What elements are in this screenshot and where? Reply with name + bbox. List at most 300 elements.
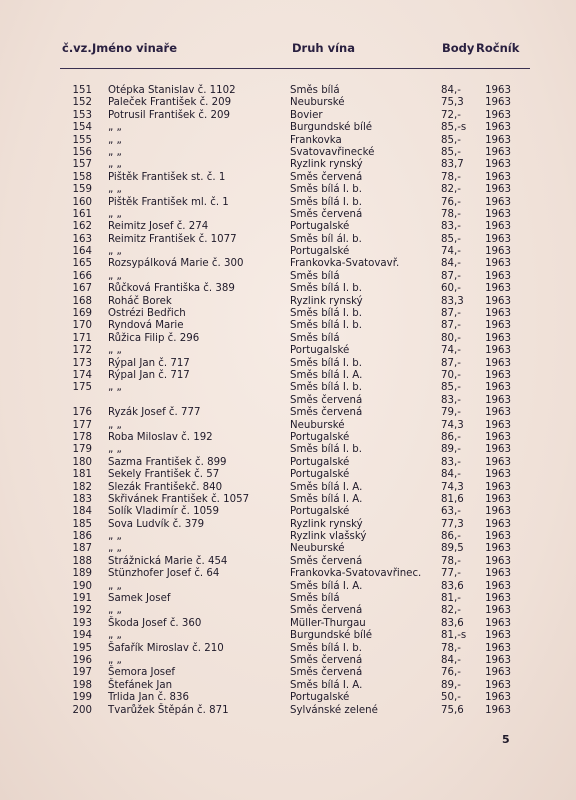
- cell-points: 70,-: [441, 369, 461, 381]
- cell-vintage: 1963: [485, 394, 511, 406]
- cell-wine-type: Směs bílá I. b.: [290, 642, 362, 654]
- cell-wine-type: Ryzlink rynský: [290, 159, 363, 171]
- cell-vintage: 1963: [485, 320, 511, 332]
- table-row: [0, 296, 576, 308]
- cell-grower-name: Roba Miloslav č. 192: [108, 431, 213, 443]
- cell-wine-type: Směs červená: [290, 654, 363, 666]
- cell-grower-name: „ „: [108, 630, 122, 642]
- cell-points: 83,-: [441, 456, 461, 468]
- cell-grower-name: „ „: [108, 270, 122, 282]
- cell-vintage: 1963: [485, 654, 511, 666]
- cell-points: 75,6: [441, 704, 464, 716]
- cell-wine-type: Směs bílá I. A.: [290, 679, 363, 691]
- cell-sample-number: 164: [72, 246, 92, 258]
- table-row: [0, 320, 576, 332]
- cell-points: 60,-: [441, 283, 461, 295]
- cell-grower-name: „ „: [108, 580, 122, 592]
- table-row: [0, 407, 576, 419]
- cell-points: 83,6: [441, 580, 464, 592]
- cell-points: 74,3: [441, 419, 464, 431]
- cell-sample-number: 171: [72, 332, 92, 344]
- cell-vintage: 1963: [485, 369, 511, 381]
- cell-sample-number: 181: [72, 469, 92, 481]
- cell-sample-number: 192: [72, 605, 92, 617]
- cell-grower-name: Škoda Josef č. 360: [108, 617, 202, 629]
- cell-vintage: 1963: [485, 605, 511, 617]
- cell-wine-type: Portugalské: [290, 345, 350, 357]
- table-row: [0, 519, 576, 531]
- cell-vintage: 1963: [485, 568, 511, 580]
- cell-grower-name: „ „: [108, 382, 122, 394]
- cell-grower-name: Otépka Stanislav č. 1102: [108, 85, 236, 96]
- table-row: [0, 655, 576, 667]
- table-row: [0, 395, 576, 407]
- cell-grower-name: „ „: [108, 531, 122, 543]
- cell-wine-type: Směs bíl ál. b.: [290, 233, 362, 245]
- cell-vintage: 1963: [485, 555, 511, 567]
- table-row: [0, 370, 576, 382]
- cell-sample-number: 159: [72, 184, 92, 196]
- cell-wine-type: Portugalské: [290, 506, 350, 518]
- cell-vintage: 1963: [485, 617, 511, 629]
- cell-grower-name: Rýpal Jan č. 717: [108, 369, 190, 381]
- cell-vintage: 1963: [485, 493, 511, 505]
- cell-sample-number: 199: [72, 692, 92, 704]
- cell-vintage: 1963: [485, 679, 511, 691]
- table-row: [0, 444, 576, 456]
- table-row: [0, 110, 576, 122]
- cell-sample-number: 165: [72, 258, 92, 270]
- cell-points: 75,3: [441, 97, 464, 109]
- table-row: [0, 432, 576, 444]
- cell-vintage: 1963: [485, 85, 511, 96]
- table-row: [0, 234, 576, 246]
- cell-vintage: 1963: [485, 258, 511, 270]
- cell-sample-number: 196: [72, 654, 92, 666]
- cell-sample-number: 190: [72, 580, 92, 592]
- cell-points: 72,-: [441, 109, 461, 121]
- cell-wine-type: Směs bílá I. b.: [290, 357, 362, 369]
- cell-vintage: 1963: [485, 692, 511, 704]
- table-row: [0, 172, 576, 184]
- cell-vintage: 1963: [485, 345, 511, 357]
- cell-points: 80,-: [441, 332, 461, 344]
- cell-grower-name: Samek Josef: [108, 593, 171, 605]
- cell-points: 85,-s: [441, 122, 467, 134]
- cell-grower-name: Strážnická Marie č. 454: [108, 555, 228, 567]
- cell-sample-number: 194: [72, 630, 92, 642]
- table-row: [0, 680, 576, 692]
- cell-wine-type: Směs červená: [290, 555, 363, 567]
- table-row: [0, 283, 576, 295]
- cell-wine-type: Směs červená: [290, 407, 363, 419]
- table-row: [0, 382, 576, 394]
- cell-sample-number: 153: [72, 109, 92, 121]
- cell-wine-type: Frankovka-Svatovavřinec.: [290, 568, 422, 580]
- cell-points: 83,-: [441, 221, 461, 233]
- cell-wine-type: Směs bílá: [290, 332, 340, 344]
- cell-grower-name: „ „: [108, 444, 122, 456]
- cell-vintage: 1963: [485, 208, 511, 220]
- header-wine-type: Druh vína: [292, 41, 355, 55]
- cell-sample-number: 162: [72, 221, 92, 233]
- cell-sample-number: 172: [72, 345, 92, 357]
- cell-vintage: 1963: [485, 332, 511, 344]
- cell-points: 89,-: [441, 679, 461, 691]
- header-points: Body: [442, 41, 475, 55]
- cell-wine-type: Portugalské: [290, 469, 350, 481]
- cell-vintage: 1963: [485, 469, 511, 481]
- cell-vintage: 1963: [485, 122, 511, 134]
- cell-wine-type: Směs bílá I. b.: [290, 196, 362, 208]
- cell-grower-name: Ostrézi Bedřich: [108, 308, 186, 320]
- table-row: [0, 531, 576, 543]
- cell-sample-number: 158: [72, 171, 92, 183]
- cell-points: 84,-: [441, 85, 461, 96]
- cell-wine-type: Směs bílá I. b.: [290, 184, 362, 196]
- cell-wine-type: Směs bílá: [290, 270, 340, 282]
- table-row: [0, 643, 576, 655]
- cell-sample-number: 188: [72, 555, 92, 567]
- cell-points: 83,6: [441, 617, 464, 629]
- cell-points: 84,-: [441, 654, 461, 666]
- cell-wine-type: Portugalské: [290, 246, 350, 258]
- cell-vintage: 1963: [485, 543, 511, 555]
- cell-points: 77,-: [441, 568, 461, 580]
- cell-points: 87,-: [441, 308, 461, 320]
- cell-grower-name: Šemora Josef: [108, 667, 175, 679]
- cell-wine-type: Směs bílá I. A.: [290, 481, 363, 493]
- table-row: [0, 469, 576, 481]
- cell-vintage: 1963: [485, 246, 511, 258]
- cell-wine-type: Burgundské bílé: [290, 122, 373, 134]
- table-row: [0, 159, 576, 171]
- cell-sample-number: 200: [72, 704, 92, 716]
- table-row: [0, 97, 576, 109]
- cell-vintage: 1963: [485, 630, 511, 642]
- cell-grower-name: Slezák Františekč. 840: [108, 481, 223, 493]
- cell-grower-name: „ „: [108, 419, 122, 431]
- cell-sample-number: 156: [72, 146, 92, 158]
- cell-wine-type: Neuburské: [290, 543, 345, 555]
- results-table: [0, 85, 576, 717]
- cell-points: 74,3: [441, 481, 464, 493]
- cell-vintage: 1963: [485, 184, 511, 196]
- cell-grower-name: „ „: [108, 208, 122, 220]
- cell-grower-name: Solík Vladimír č. 1059: [108, 506, 220, 518]
- cell-grower-name: Rýpal Jan č. 717: [108, 357, 190, 369]
- cell-wine-type: Směs bílá I. b.: [290, 308, 362, 320]
- cell-points: 81,-s: [441, 630, 467, 642]
- cell-sample-number: 152: [72, 97, 92, 109]
- cell-points: 89,-: [441, 444, 461, 456]
- cell-wine-type: Frankovka: [290, 134, 342, 146]
- cell-sample-number: 195: [72, 642, 92, 654]
- cell-wine-type: Směs bílá: [290, 85, 340, 96]
- table-row: [0, 184, 576, 196]
- table-row: [0, 494, 576, 506]
- table-row: [0, 345, 576, 357]
- cell-grower-name: „ „: [108, 134, 122, 146]
- table-row: [0, 568, 576, 580]
- cell-grower-name: Sova Ludvík č. 379: [108, 518, 205, 530]
- cell-vintage: 1963: [485, 295, 511, 307]
- cell-sample-number: 189: [72, 568, 92, 580]
- table-row: [0, 246, 576, 258]
- table-row: [0, 482, 576, 494]
- cell-vintage: 1963: [485, 357, 511, 369]
- table-row: [0, 457, 576, 469]
- cell-grower-name: Šafařík Miroslav č. 210: [108, 642, 224, 654]
- cell-points: 78,-: [441, 555, 461, 567]
- cell-wine-type: Směs bílá I. b.: [290, 382, 362, 394]
- cell-points: 79,-: [441, 407, 461, 419]
- cell-grower-name: Reimitz Josef č. 274: [108, 221, 209, 233]
- cell-vintage: 1963: [485, 506, 511, 518]
- page-number: 5: [502, 733, 510, 746]
- table-row: [0, 605, 576, 617]
- table-row: [0, 271, 576, 283]
- cell-grower-name: Sazma František č. 899: [108, 456, 227, 468]
- cell-sample-number: 198: [72, 679, 92, 691]
- cell-points: 86,-: [441, 431, 461, 443]
- table-row: [0, 692, 576, 704]
- cell-vintage: 1963: [485, 109, 511, 121]
- cell-vintage: 1963: [485, 481, 511, 493]
- cell-sample-number: 175: [72, 382, 92, 394]
- cell-points: 82,-: [441, 184, 461, 196]
- cell-points: 84,-: [441, 469, 461, 481]
- cell-wine-type: Neuburské: [290, 97, 345, 109]
- cell-sample-number: 182: [72, 481, 92, 493]
- cell-sample-number: 183: [72, 493, 92, 505]
- cell-grower-name: Rozsypálková Marie č. 300: [108, 258, 244, 270]
- table-row: [0, 221, 576, 233]
- table-row: [0, 506, 576, 518]
- cell-grower-name: „ „: [108, 246, 122, 258]
- cell-sample-number: 174: [72, 369, 92, 381]
- cell-points: 78,-: [441, 642, 461, 654]
- table-row: [0, 618, 576, 630]
- cell-grower-name: Pištěk František ml. č. 1: [108, 196, 229, 208]
- cell-vintage: 1963: [485, 704, 511, 716]
- cell-wine-type: Směs červená: [290, 171, 363, 183]
- cell-sample-number: 179: [72, 444, 92, 456]
- cell-vintage: 1963: [485, 531, 511, 543]
- cell-sample-number: 161: [72, 208, 92, 220]
- table-row: [0, 420, 576, 432]
- cell-vintage: 1963: [485, 134, 511, 146]
- cell-vintage: 1963: [485, 407, 511, 419]
- table-row: [0, 122, 576, 134]
- cell-points: 86,-: [441, 531, 461, 543]
- cell-points: 83,-: [441, 394, 461, 406]
- cell-grower-name: Skřivánek František č. 1057: [108, 493, 250, 505]
- cell-points: 87,-: [441, 320, 461, 332]
- cell-sample-number: 177: [72, 419, 92, 431]
- cell-points: 82,-: [441, 605, 461, 617]
- cell-grower-name: „ „: [108, 654, 122, 666]
- cell-sample-number: 166: [72, 270, 92, 282]
- table-row: [0, 705, 576, 717]
- cell-grower-name: „ „: [108, 345, 122, 357]
- cell-wine-type: Ryzlink vlašský: [290, 531, 367, 543]
- cell-vintage: 1963: [485, 419, 511, 431]
- cell-points: 85,-: [441, 134, 461, 146]
- cell-grower-name: Štefánek Jan: [108, 679, 173, 691]
- cell-wine-type: Směs bílá I. A.: [290, 369, 363, 381]
- header-sample-number: č.vz.: [62, 41, 92, 55]
- cell-wine-type: Ryzlink rynský: [290, 518, 363, 530]
- cell-vintage: 1963: [485, 97, 511, 109]
- cell-vintage: 1963: [485, 233, 511, 245]
- cell-vintage: 1963: [485, 580, 511, 592]
- cell-sample-number: 180: [72, 456, 92, 468]
- cell-grower-name: Růčková Františka č. 389: [108, 283, 235, 295]
- cell-points: 76,-: [441, 667, 461, 679]
- cell-wine-type: Ryzlink rynský: [290, 295, 363, 307]
- cell-vintage: 1963: [485, 593, 511, 605]
- cell-points: 89,5: [441, 543, 464, 555]
- header-grower-name: Jméno vinaře: [92, 41, 178, 55]
- cell-points: 85,-: [441, 146, 461, 158]
- cell-wine-type: Portugalské: [290, 456, 350, 468]
- cell-vintage: 1963: [485, 196, 511, 208]
- table-row: [0, 147, 576, 159]
- cell-sample-number: 151: [72, 85, 92, 96]
- table-row: [0, 358, 576, 370]
- cell-sample-number: 170: [72, 320, 92, 332]
- header-divider: [60, 68, 530, 69]
- cell-wine-type: Směs bílá I. b.: [290, 320, 362, 332]
- cell-wine-type: Müller-Thurgau: [290, 617, 366, 629]
- cell-grower-name: Ryzák Josef č. 777: [108, 407, 201, 419]
- cell-vintage: 1963: [485, 221, 511, 233]
- cell-wine-type: Portugalské: [290, 221, 350, 233]
- cell-vintage: 1963: [485, 270, 511, 282]
- cell-grower-name: Pištěk František st. č. 1: [108, 171, 226, 183]
- cell-wine-type: Směs bílá I. A.: [290, 493, 363, 505]
- cell-sample-number: 167: [72, 283, 92, 295]
- cell-points: 81,-: [441, 593, 461, 605]
- cell-grower-name: Ryndová Marie: [108, 320, 184, 332]
- cell-wine-type: Portugalské: [290, 431, 350, 443]
- cell-points: 76,-: [441, 196, 461, 208]
- cell-vintage: 1963: [485, 159, 511, 171]
- cell-wine-type: Směs červená: [290, 394, 363, 406]
- cell-points: 87,-: [441, 270, 461, 282]
- cell-vintage: 1963: [485, 642, 511, 654]
- cell-grower-name: Paleček František č. 209: [108, 97, 232, 109]
- cell-grower-name: „ „: [108, 184, 122, 196]
- cell-wine-type: Směs bílá I. A.: [290, 580, 363, 592]
- cell-grower-name: Tvarůžek Štěpán č. 871: [108, 704, 229, 716]
- table-row: [0, 667, 576, 679]
- cell-points: 87,-: [441, 357, 461, 369]
- cell-wine-type: Burgundské bílé: [290, 630, 373, 642]
- table-row: [0, 308, 576, 320]
- table-row: [0, 197, 576, 209]
- table-row: [0, 593, 576, 605]
- cell-sample-number: 169: [72, 308, 92, 320]
- cell-wine-type: Svatovavřinecké: [290, 146, 375, 158]
- cell-points: 50,-: [441, 692, 461, 704]
- cell-points: 85,-: [441, 382, 461, 394]
- cell-vintage: 1963: [485, 456, 511, 468]
- cell-vintage: 1963: [485, 444, 511, 456]
- cell-vintage: 1963: [485, 171, 511, 183]
- cell-grower-name: Sekely František č. 57: [108, 469, 220, 481]
- cell-points: 78,-: [441, 171, 461, 183]
- cell-points: 78,-: [441, 208, 461, 220]
- cell-vintage: 1963: [485, 518, 511, 530]
- table-row: [0, 209, 576, 221]
- cell-points: 63,-: [441, 506, 461, 518]
- cell-sample-number: 185: [72, 518, 92, 530]
- cell-points: 74,-: [441, 246, 461, 258]
- cell-grower-name: Trlida Jan č. 836: [108, 692, 189, 704]
- cell-wine-type: Frankovka-Svatovavř.: [290, 258, 400, 270]
- table-row: [0, 581, 576, 593]
- cell-wine-type: Směs bílá: [290, 593, 340, 605]
- cell-vintage: 1963: [485, 382, 511, 394]
- cell-sample-number: 160: [72, 196, 92, 208]
- cell-grower-name: „ „: [108, 543, 122, 555]
- cell-grower-name: Stünzhofer Josef č. 64: [108, 568, 220, 580]
- cell-vintage: 1963: [485, 431, 511, 443]
- cell-vintage: 1963: [485, 667, 511, 679]
- header-vintage: Ročník: [476, 41, 520, 55]
- cell-sample-number: 186: [72, 531, 92, 543]
- cell-sample-number: 155: [72, 134, 92, 146]
- cell-grower-name: Roháč Borek: [108, 295, 172, 307]
- cell-points: 85,-: [441, 233, 461, 245]
- cell-sample-number: 187: [72, 543, 92, 555]
- cell-sample-number: 193: [72, 617, 92, 629]
- cell-wine-type: Směs červená: [290, 667, 363, 679]
- table-row: [0, 630, 576, 642]
- cell-wine-type: Směs červená: [290, 605, 363, 617]
- cell-vintage: 1963: [485, 146, 511, 158]
- table-header: [0, 41, 576, 59]
- cell-vintage: 1963: [485, 283, 511, 295]
- cell-sample-number: 178: [72, 431, 92, 443]
- cell-sample-number: 168: [72, 295, 92, 307]
- cell-wine-type: Portugalské: [290, 692, 350, 704]
- cell-points: 77,3: [441, 518, 464, 530]
- cell-points: 74,-: [441, 345, 461, 357]
- cell-points: 84,-: [441, 258, 461, 270]
- cell-wine-type: Neuburské: [290, 419, 345, 431]
- cell-grower-name: „ „: [108, 159, 122, 171]
- cell-wine-type: Směs bílá I. b.: [290, 444, 362, 456]
- table-row: [0, 333, 576, 345]
- table-row: [0, 85, 576, 97]
- table-row: [0, 258, 576, 270]
- cell-grower-name: „ „: [108, 146, 122, 158]
- table-row: [0, 556, 576, 568]
- cell-sample-number: 157: [72, 159, 92, 171]
- table-row: [0, 543, 576, 555]
- cell-grower-name: „ „: [108, 605, 122, 617]
- cell-sample-number: 154: [72, 122, 92, 134]
- cell-vintage: 1963: [485, 308, 511, 320]
- cell-grower-name: Reimitz František č. 1077: [108, 233, 237, 245]
- table-row: [0, 135, 576, 147]
- cell-grower-name: „ „: [108, 122, 122, 134]
- cell-grower-name: Potrusil František č. 209: [108, 109, 230, 121]
- cell-wine-type: Směs bílá I. b.: [290, 283, 362, 295]
